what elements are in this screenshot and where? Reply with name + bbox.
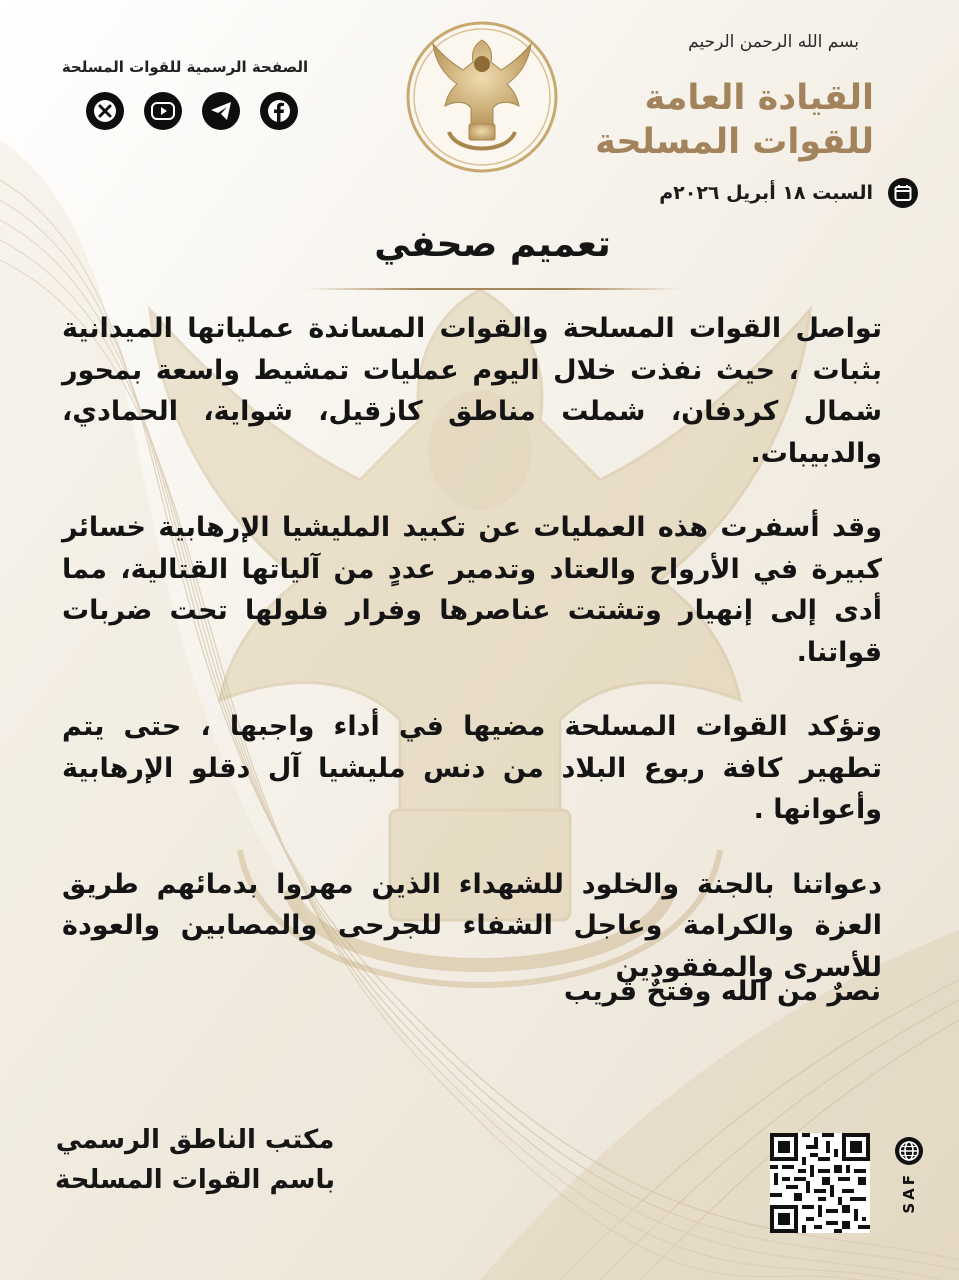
bismillah-line: بسم الله الرحمن الرحيم [688, 32, 859, 52]
youtube-icon[interactable] [144, 92, 182, 130]
social-links [86, 92, 298, 132]
closing-phrase: نصرٌ من الله وفتحٌ قريب [563, 976, 881, 1007]
statement-paragraph: دعواتنا بالجنة والخلود للشهداء الذين مهروا بدمائهم طريق العزة والكرامة وعاجل الشفاء للجرحى والمصابين والعودة للأسرى والمفقودين [62, 868, 882, 983]
statement-paragraph: تواصل القوات المسلحة والقوات المساندة عملياتها الميدانية بثبات ، حيث نفذت خلال اليوم عمليات تمشيط واسعة بمحور شمال كردفان، شملت مناطق كازقيل، شواية، الحمادي، والدبيبات. [62, 313, 882, 469]
statement-date: السبت ١٨ أبريل ٢٠٢٦م [659, 182, 873, 204]
title-divider [305, 288, 680, 290]
saf-brand-block [888, 1136, 930, 1232]
signature-block [55, 1120, 335, 1200]
organization-name-line1: القيادة العامة [644, 78, 874, 118]
qr-code[interactable] [770, 1133, 870, 1233]
organization-name [554, 76, 874, 164]
facebook-icon[interactable] [260, 92, 298, 130]
x-icon[interactable] [86, 92, 124, 130]
armed-forces-emblem [405, 20, 559, 174]
social-pages-caption: الصفحة الرسمية للقوات المسلحة [61, 58, 309, 76]
signature-line1: مكتب الناطق الرسمي [55, 1125, 335, 1155]
statement-paragraph: وتؤكد القوات المسلحة مضيها في أداء واجبها ، حتى يتم تطهير كافة ربوع البلاد من دنس مليشيا آل دقلو الإرهابية وأعوانها . [62, 711, 882, 825]
telegram-icon[interactable] [202, 92, 240, 130]
calendar-icon [887, 177, 919, 209]
organization-name-line2: للقوات المسلحة [595, 122, 874, 162]
saf-brand-letters: SAF [900, 1172, 918, 1214]
statement-title: تعميم صحفي [374, 224, 611, 265]
statement-body [62, 308, 882, 1021]
globe-icon [894, 1136, 924, 1166]
date-row [559, 174, 919, 212]
statement-paragraph: وقد أسفرت هذه العمليات عن تكبيد المليشيا الإرهابية خسائر كبيرة في الأرواح والعتاد وتدمير عددٍ من آلياتها القتالية، مما أدى إلى إنهيار وتشتت عناصرها وفرار فلولها تحت ضربات قواتنا. [62, 512, 882, 668]
signature-line2: باسم القوات المسلحة [55, 1165, 335, 1195]
